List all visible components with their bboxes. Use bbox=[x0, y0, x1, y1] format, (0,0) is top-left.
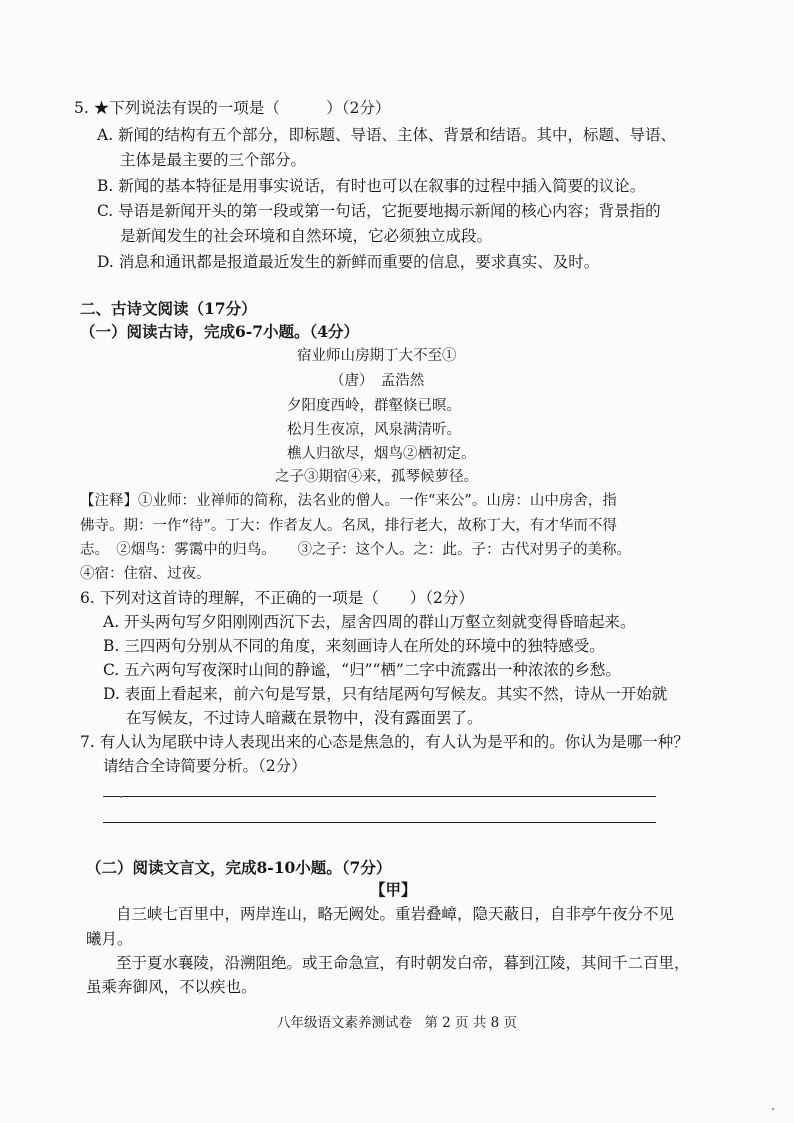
page-footer bbox=[0, 1014, 794, 1032]
poem-notes-line: 佛寺。期：一作“待”。丁大：作者友人。名凤，排行老大，故称丁大，有才华而不得 bbox=[80, 518, 617, 534]
q6-option-c: C. 五六两句写夜深时山间的静谧，“归”“栖”二字中流露出一种浓浓的乡愁。 bbox=[103, 661, 621, 679]
poem-notes-line: 志。 ②烟鸟：雾霭中的归鸟。 ③之子：这个人。之：此。子：古代对男子的美称。 bbox=[80, 542, 631, 558]
q6-option-b: B. 三四两句分别从不同的角度，来刻画诗人在所处的环境中的独特感受。 bbox=[103, 637, 605, 655]
q5-option-c-cont: 是新闻发生的社会环境和自然环境，它必须独立成段。 bbox=[120, 227, 493, 245]
section-2-title: 二、古诗文阅读（17分） bbox=[80, 299, 257, 318]
q5-option-c: C. 导语是新闻开头的第一段或第一句话，它扼要地揭示新闻的核心内容；背景指的 bbox=[97, 202, 661, 220]
answer-line[interactable] bbox=[103, 796, 656, 797]
q5-stem: 5. ★下列说法有误的一项是（ ）（2分） bbox=[74, 99, 391, 117]
scan-speck bbox=[772, 1108, 774, 1110]
q6-stem: 6. 下列对这首诗的理解，不正确的一项是（ ）（2分） bbox=[80, 589, 474, 607]
poem-line: 夕阳度西岭，群壑倏已暝。 bbox=[287, 398, 461, 414]
poem-notes-line: ④宿：住宿、过夜。 bbox=[80, 566, 211, 582]
poem-line: 松月生夜凉，风泉满清听。 bbox=[287, 422, 461, 438]
q7-stem-cont: 请结合全诗简要分析。（2分） bbox=[103, 757, 307, 775]
passage-line: 至于夏水襄陵，沿溯阻绝。或王命急宣，有时朝发白帝，暮到江陵，其间千二百里， bbox=[116, 954, 690, 972]
part-1-title: （一）阅读古诗，完成6-7小题。（4分） bbox=[80, 322, 360, 341]
q6-option-d: D. 表面上看起来，前六句是写景，只有结尾两句写候友。其实不然，诗从一开始就 bbox=[103, 685, 668, 703]
footer-page-number: 第 2 页 共 8 页 bbox=[424, 1015, 517, 1031]
q6-option-a: A. 开头两句写夕阳刚刚西沉下去，屋舍四周的群山万壑立刻就变得昏暗起来。 bbox=[103, 613, 636, 631]
q6-option-d-cont: 在写候友，不过诗人暗藏在景物中，没有露面罢了。 bbox=[126, 709, 483, 727]
passage-line: 自三峡七百里中，两岸连山，略无阙处。重岩叠嶂，隐天蔽日，自非亭午夜分不见 bbox=[116, 905, 675, 923]
passage-label-jia: 【甲】 bbox=[370, 880, 417, 899]
poem-line: 之子③期宿④来，孤琴候萝径。 bbox=[275, 469, 478, 485]
q5-option-a-cont: 主体是最主要的三个部分。 bbox=[120, 151, 307, 169]
part-2-title: （二）阅读文言文，完成8-10小题。（7分） bbox=[86, 858, 392, 877]
answer-line[interactable] bbox=[103, 822, 656, 823]
q7-stem: 7. 有人认为尾联中诗人表现出来的心态是焦急的，有人认为是平和的。你认为是哪一种？ bbox=[80, 733, 689, 751]
poem-line: 樵人归欲尽，烟鸟②栖初定。 bbox=[287, 446, 476, 462]
passage-line: 曦月。 bbox=[86, 930, 133, 948]
poem-notes-line: 【注释】①业师：业禅师的简称，法名业的僧人。一作“来公”。山房：山中房舍，指 bbox=[80, 493, 617, 509]
poem-title: 宿业师山房期丁大不至① bbox=[297, 348, 457, 364]
footer-exam-name: 八年级语文素养测试卷 bbox=[277, 1015, 413, 1031]
q5-option-d: D. 消息和通讯都是报道最近发生的新鲜而重要的信息，要求真实、及时。 bbox=[97, 253, 600, 271]
poem-author: （唐） 孟浩然 bbox=[330, 373, 425, 389]
passage-line: 虽乘奔御风，不以疾也。 bbox=[86, 978, 257, 996]
q5-option-a: A. 新闻的结构有五个部分，即标题、导语、主体、背景和结语。其中，标题、导语、 bbox=[97, 126, 677, 144]
scan-speck bbox=[120, 796, 122, 798]
q5-option-b: B. 新闻的基本特征是用事实说话，有时也可以在叙事的过程中插入简要的议论。 bbox=[97, 177, 646, 195]
